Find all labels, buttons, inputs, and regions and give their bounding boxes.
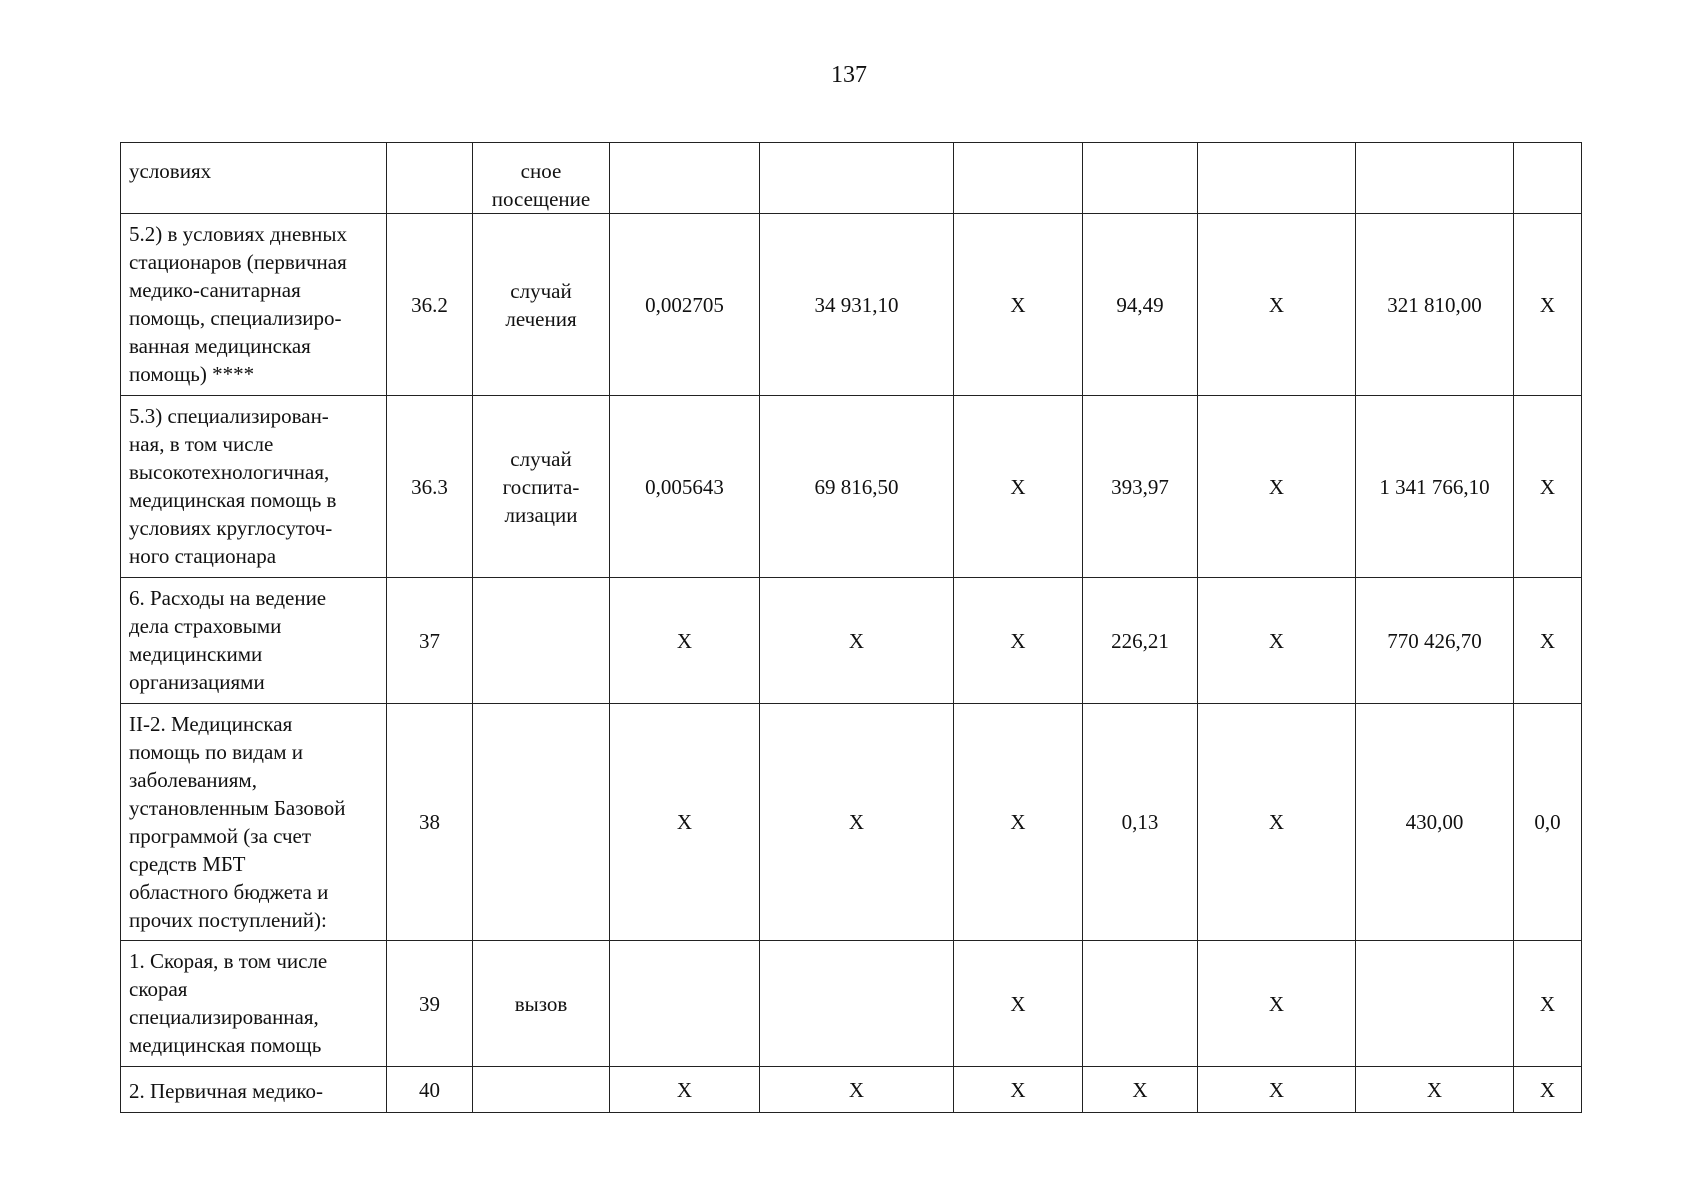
row-label: 5.3) специализирован- ная, в том числе высокотехнологичная, медицинская помощь в условиях круглосуточ- ного стационара (121, 396, 387, 578)
cell-col10 (1514, 143, 1582, 214)
cell-col6: X (954, 578, 1083, 704)
table-row (121, 396, 1582, 578)
table-row (121, 214, 1582, 396)
cell-col9: 1 341 766,10 (1356, 396, 1514, 578)
row-unit: случай госпита- лизации (473, 396, 610, 578)
cell-col10: 0,0 (1514, 704, 1582, 941)
cell-col5: X (760, 1067, 954, 1113)
row-code: 39 (387, 941, 473, 1067)
table-row (121, 704, 1582, 941)
row-unit (473, 704, 610, 941)
row-label: 2. Первичная медико- (121, 1067, 387, 1113)
row-code: 40 (387, 1067, 473, 1113)
cell-col6: X (954, 214, 1083, 396)
cell-col7: X (1083, 1067, 1198, 1113)
row-code: 36.2 (387, 214, 473, 396)
cell-col8: X (1198, 578, 1356, 704)
row-unit: сное посещение (473, 143, 610, 214)
cell-col8: X (1198, 941, 1356, 1067)
cell-col8 (1198, 143, 1356, 214)
cell-col6: X (954, 1067, 1083, 1113)
page-number: 137 (831, 62, 867, 88)
cell-col10: X (1514, 1067, 1582, 1113)
row-code: 37 (387, 578, 473, 704)
cell-col9 (1356, 143, 1514, 214)
cell-col6: X (954, 941, 1083, 1067)
cell-col4 (610, 143, 760, 214)
row-unit: вызов (473, 941, 610, 1067)
row-unit: случай лечения (473, 214, 610, 396)
cell-col10: X (1514, 396, 1582, 578)
cell-col4: X (610, 1067, 760, 1113)
row-label: 5.2) в условиях дневных стационаров (первичная медико-санитарная помощь, специализиро- ванная медицинская помощь) **** (121, 214, 387, 396)
cell-col4: X (610, 704, 760, 941)
cell-col7: 0,13 (1083, 704, 1198, 941)
table-row (121, 143, 1582, 214)
row-unit (473, 578, 610, 704)
row-label: 6. Расходы на ведение дела страховыми медицинскими организациями (121, 578, 387, 704)
table-row (121, 941, 1582, 1067)
cell-col4: 0,002705 (610, 214, 760, 396)
row-unit (473, 1067, 610, 1113)
cell-col10: X (1514, 941, 1582, 1067)
cell-col6 (954, 143, 1083, 214)
cell-col5 (760, 941, 954, 1067)
row-label: II-2. Медицинская помощь по видам и заболеваниям, установленным Базовой программой (за счет средств МБТ областного бюджета и прочих поступлений): (121, 704, 387, 941)
cell-col9: X (1356, 1067, 1514, 1113)
cell-col4: X (610, 578, 760, 704)
cell-col4 (610, 941, 760, 1067)
cell-col7: 226,21 (1083, 578, 1198, 704)
cell-col5: 69 816,50 (760, 396, 954, 578)
cell-col10: X (1514, 578, 1582, 704)
cell-col7 (1083, 941, 1198, 1067)
cell-col8: X (1198, 704, 1356, 941)
cell-col5: X (760, 704, 954, 941)
row-code: 38 (387, 704, 473, 941)
cell-col7: 94,49 (1083, 214, 1198, 396)
data-table (120, 142, 1582, 1113)
cell-col10: X (1514, 214, 1582, 396)
table-row (121, 578, 1582, 704)
cell-col9: 321 810,00 (1356, 214, 1514, 396)
table-row (121, 1067, 1582, 1113)
row-label: 1. Скорая, в том числе скорая специализированная, медицинская помощь (121, 941, 387, 1067)
cell-col6: X (954, 704, 1083, 941)
cell-col9 (1356, 941, 1514, 1067)
cell-col8: X (1198, 214, 1356, 396)
row-code: 36.3 (387, 396, 473, 578)
cell-col8: X (1198, 1067, 1356, 1113)
cell-col4: 0,005643 (610, 396, 760, 578)
cell-col9: 430,00 (1356, 704, 1514, 941)
cell-col5 (760, 143, 954, 214)
row-code (387, 143, 473, 214)
cell-col9: 770 426,70 (1356, 578, 1514, 704)
cell-col7: 393,97 (1083, 396, 1198, 578)
cell-col5: 34 931,10 (760, 214, 954, 396)
cell-col5: X (760, 578, 954, 704)
cell-col6: X (954, 396, 1083, 578)
row-label: условиях (121, 143, 387, 214)
cell-col8: X (1198, 396, 1356, 578)
cell-col7 (1083, 143, 1198, 214)
